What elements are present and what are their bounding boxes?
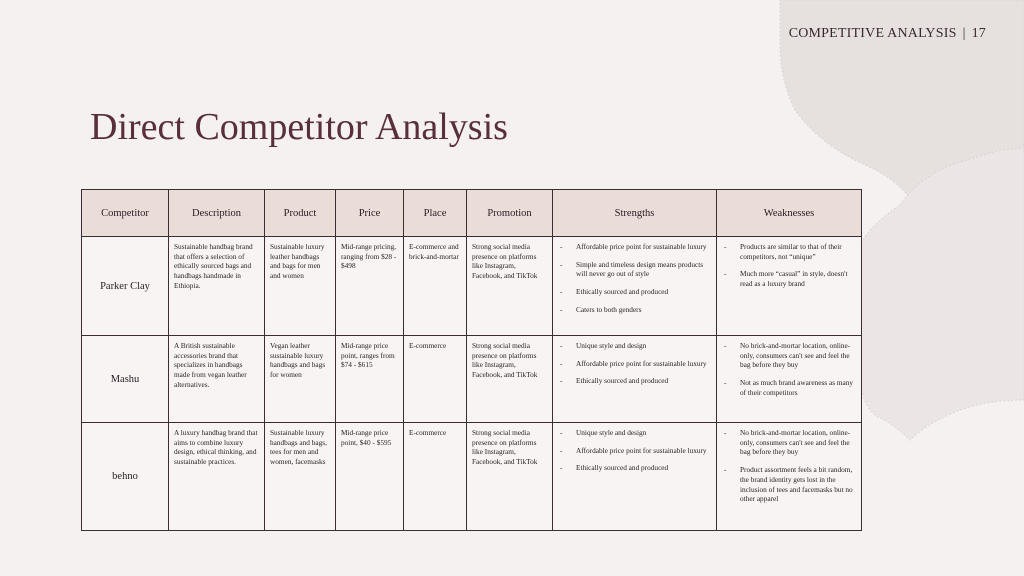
strength-item: - Affordable price point for sustainable luxury (558, 446, 711, 456)
section-label: COMPETITIVE ANALYSIS (788, 26, 957, 41)
weaknesses-list (722, 341, 856, 398)
weakness-item: - No brick-and-mortar location, online-only, consumers can't see and feel the bag before they buy (722, 341, 856, 370)
price-cell: Mid-range pricing, ranging from $28 - $498 (336, 237, 404, 336)
weakness-item: - Products are similar to that of their competitors, not “unique” (722, 242, 856, 261)
competitor-table (81, 189, 862, 531)
table-header-row (82, 190, 862, 237)
strengths-list (558, 428, 711, 473)
place-cell: E-commerce (404, 423, 467, 531)
column-header-product: Product (265, 190, 336, 237)
competitor-name: behno (82, 423, 169, 531)
strength-item: - Ethically sourced and produced (558, 376, 711, 386)
weaknesses-cell (717, 237, 862, 336)
strength-item: - Ethically sourced and produced (558, 463, 711, 473)
strength-item: - Unique style and design (558, 428, 711, 438)
strength-item: - Ethically sourced and produced (558, 287, 711, 297)
promotion-cell: Strong social media presence on platforms like Instagram, Facebook, and TikTok (467, 423, 553, 531)
strengths-cell (553, 237, 717, 336)
page-title: Direct Competitor Analysis (90, 106, 508, 149)
column-header-description: Description (169, 190, 265, 237)
weaknesses-list (722, 242, 856, 289)
description-cell: Sustainable handbag brand that offers a selection of ethically sourced bags and handbags handmade in Ethiopia. (169, 237, 265, 336)
column-header-price: Price (336, 190, 404, 237)
strengths-list (558, 242, 711, 315)
section-header (789, 26, 986, 42)
column-header-strengths: Strengths (553, 190, 717, 237)
table-row (82, 237, 862, 336)
competitor-name: Mashu (82, 336, 169, 423)
page-number: 17 (971, 26, 986, 41)
strengths-list (558, 341, 711, 386)
description-cell: A British sustainable accessories brand that specializes in handbags made from vegan leather alternatives. (169, 336, 265, 423)
product-cell: Vegan leather sustainable luxury handbags and bags for women (265, 336, 336, 423)
competitor-name: Parker Clay (82, 237, 169, 336)
strength-item: - Simple and timeless design means products will never go out of style (558, 260, 711, 279)
weaknesses-list (722, 428, 856, 504)
price-cell: Mid-range price point, $40 - $595 (336, 423, 404, 531)
column-header-promotion: Promotion (467, 190, 553, 237)
weaknesses-cell (717, 336, 862, 423)
strength-item: - Unique style and design (558, 341, 711, 351)
column-header-place: Place (404, 190, 467, 237)
product-cell: Sustainable luxury handbags and bags, tees for men and women, facemasks (265, 423, 336, 531)
product-cell: Sustainable luxury leather handbags and bags for men and women (265, 237, 336, 336)
promotion-cell: Strong social media presence on platforms like Instagram, Facebook, and TikTok (467, 237, 553, 336)
place-cell: E-commerce and brick-and-mortar (404, 237, 467, 336)
strength-item: - Caters to both genders (558, 305, 711, 315)
weakness-item: - Not as much brand awareness as many of their competitors (722, 378, 856, 397)
promotion-cell: Strong social media presence on platforms like Instagram, Facebook, and TikTok (467, 336, 553, 423)
table-row (82, 423, 862, 531)
column-header-weaknesses: Weaknesses (717, 190, 862, 237)
weakness-item: - No brick-and-mortar location, online-only, consumers can't see and feel the bag before they buy (722, 428, 856, 457)
lower-ogee-shape (860, 148, 1024, 440)
weaknesses-cell (717, 423, 862, 531)
header-separator: | (962, 26, 966, 41)
description-cell: A luxury handbag brand that aims to combine luxury design, ethical thinking, and sustainable practices. (169, 423, 265, 531)
strengths-cell (553, 336, 717, 423)
column-header-competitor: Competitor (82, 190, 169, 237)
price-cell: Mid-range price point, ranges from $74 - $615 (336, 336, 404, 423)
weakness-item: - Much more “casual” in style, doesn't read as a luxury brand (722, 269, 856, 288)
place-cell: E-commerce (404, 336, 467, 423)
strength-item: - Affordable price point for sustainable luxury (558, 242, 711, 252)
weakness-item: - Product assortment feels a bit random, the brand identity gets lost in the inclusion of tees and facemasks but no other apparel (722, 465, 856, 504)
strengths-cell (553, 423, 717, 531)
strength-item: - Affordable price point for sustainable luxury (558, 359, 711, 369)
table-row (82, 336, 862, 423)
